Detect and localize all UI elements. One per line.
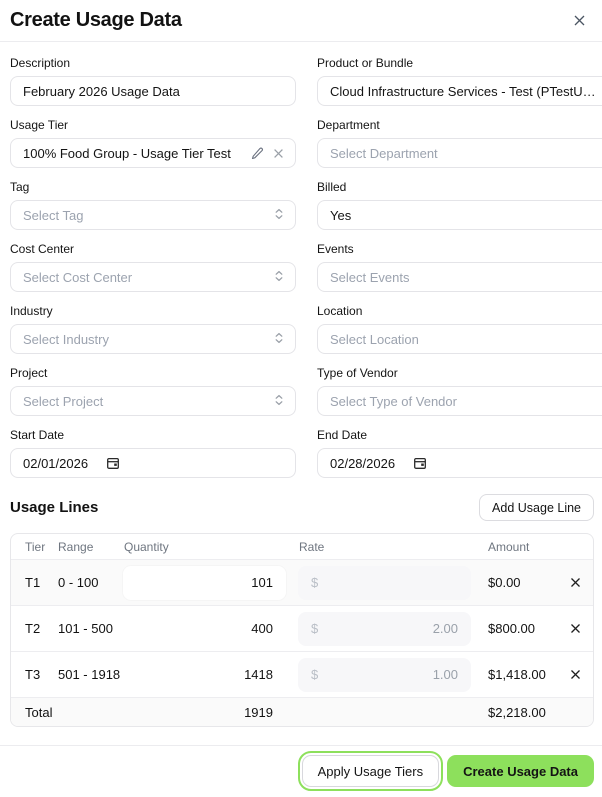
dollar-prefix: $: [311, 667, 319, 682]
tag-select[interactable]: [10, 200, 296, 230]
cost-center-placeholder: Select Cost Center: [23, 269, 133, 285]
field-group-start-date: [10, 428, 296, 478]
start-date-input[interactable]: [10, 448, 296, 478]
apply-usage-tiers-button[interactable]: Apply Usage Tiers: [302, 755, 440, 787]
col-header-amount: Amount: [488, 539, 530, 554]
quantity-input[interactable]: [123, 612, 286, 646]
amount-cell: $800.00: [488, 621, 535, 636]
usage-lines-header: [0, 490, 602, 521]
form: [0, 42, 602, 490]
field-group-location: [317, 304, 602, 354]
calendar-icon[interactable]: [106, 456, 120, 470]
type-of-vendor-placeholder: Select Type of Vendor: [330, 393, 457, 409]
table-row: [11, 606, 593, 652]
select-chevrons-icon: [273, 269, 285, 286]
events-placeholder: Select Events: [330, 269, 410, 285]
type-of-vendor-select[interactable]: [317, 386, 602, 416]
select-chevrons-icon: [273, 393, 285, 410]
field-group-cost-center: [10, 242, 296, 292]
usage-lines-table: [10, 533, 594, 727]
table-row: [11, 652, 593, 698]
location-label: Location: [317, 304, 363, 318]
quantity-input[interactable]: [123, 566, 286, 600]
field-group-description: [10, 56, 296, 106]
type-of-vendor-label: Type of Vendor: [317, 366, 398, 380]
quantity-input[interactable]: [123, 658, 286, 692]
select-chevrons-icon: [273, 207, 285, 224]
table-row: [11, 560, 593, 606]
events-label: Events: [317, 242, 354, 256]
field-group-events: [317, 242, 602, 292]
billed-value: Yes: [330, 207, 352, 223]
tier-cell: T2: [25, 621, 41, 636]
industry-select[interactable]: [10, 324, 296, 354]
modal-footer: [0, 745, 602, 797]
field-group-department: [317, 118, 602, 168]
end-date-label: End Date: [317, 428, 368, 442]
dollar-prefix: $: [311, 621, 319, 636]
usage-tier-field[interactable]: [10, 138, 296, 168]
rate-input[interactable]: [298, 566, 471, 600]
total-amount: $2,218.00: [488, 704, 546, 720]
field-group-project: [10, 366, 296, 416]
end-date-input[interactable]: [317, 448, 602, 478]
description-label: Description: [10, 56, 71, 70]
tier-cell: T1: [25, 575, 41, 590]
clear-icon[interactable]: [272, 147, 285, 160]
total-label: Total: [25, 704, 53, 720]
project-placeholder: Select Project: [23, 393, 104, 409]
total-quantity: 1919: [244, 704, 273, 720]
modal-header: [0, 0, 602, 42]
product-or-bundle-field[interactable]: [317, 76, 602, 106]
amount-cell: $1,418.00: [488, 667, 546, 682]
industry-label: Industry: [10, 304, 53, 318]
modal-title: Create Usage Data: [10, 9, 182, 31]
rate-input[interactable]: [298, 612, 471, 646]
amount-cell: $0.00: [488, 575, 521, 590]
range-cell: 501 - 1918: [58, 667, 121, 682]
tier-cell: T3: [25, 667, 41, 682]
edit-pencil-icon[interactable]: [250, 146, 264, 160]
field-group-usage-tier: [10, 118, 296, 168]
cost-center-select[interactable]: [10, 262, 296, 292]
create-usage-data-button[interactable]: Create Usage Data: [447, 755, 594, 787]
start-date-label: Start Date: [10, 428, 65, 442]
product-or-bundle-label: Product or Bundle: [317, 56, 414, 70]
dollar-prefix: $: [311, 575, 319, 590]
col-header-rate: Rate: [299, 539, 325, 554]
cost-center-label: Cost Center: [10, 242, 75, 256]
select-chevrons-icon: [273, 331, 285, 348]
location-select[interactable]: [317, 324, 602, 354]
rate-input[interactable]: [298, 658, 471, 692]
close-icon[interactable]: [570, 11, 589, 30]
delete-row-icon[interactable]: [569, 576, 582, 589]
location-placeholder: Select Location: [330, 331, 419, 347]
end-date-value: 02/28/2026: [330, 455, 396, 471]
billed-label: Billed: [317, 180, 347, 194]
description-input[interactable]: [10, 76, 296, 106]
events-select[interactable]: [317, 262, 602, 292]
field-group-tag: [10, 180, 296, 230]
delete-row-icon[interactable]: [569, 622, 582, 635]
field-group-billed: [317, 180, 602, 230]
billed-field[interactable]: [317, 200, 602, 230]
product-or-bundle-value: Cloud Infrastructure Services - Test (PTestU…: [330, 83, 596, 99]
calendar-icon[interactable]: [413, 456, 427, 470]
field-group-product-or-bundle: [317, 56, 602, 106]
rate-value: 1.00: [432, 667, 458, 682]
table-header-row: [11, 534, 593, 560]
delete-row-icon[interactable]: [569, 668, 582, 681]
start-date-value: 02/01/2026: [23, 455, 89, 471]
col-header-tier: Tier: [25, 539, 46, 554]
usage-tier-value: 100% Food Group - Usage Tier Test: [23, 145, 231, 161]
department-label: Department: [317, 118, 380, 132]
usage-tier-label: Usage Tier: [10, 118, 69, 132]
project-label: Project: [10, 366, 48, 380]
table-total-row: [11, 698, 593, 726]
tag-label: Tag: [10, 180, 30, 194]
department-select[interactable]: [317, 138, 602, 168]
usage-lines-title: Usage Lines: [10, 499, 99, 516]
project-select[interactable]: [10, 386, 296, 416]
col-header-quantity: Quantity: [124, 539, 169, 554]
range-cell: 101 - 500: [58, 621, 113, 636]
department-placeholder: Select Department: [330, 145, 438, 161]
field-group-end-date: [317, 428, 602, 478]
range-cell: 0 - 100: [58, 575, 99, 590]
tag-placeholder: Select Tag: [23, 207, 84, 223]
col-header-range: Range: [58, 539, 94, 554]
industry-placeholder: Select Industry: [23, 331, 109, 347]
field-group-type-of-vendor: [317, 366, 602, 416]
field-group-industry: [10, 304, 296, 354]
rate-value: 2.00: [432, 621, 458, 636]
add-usage-line-button[interactable]: Add Usage Line: [479, 494, 594, 521]
